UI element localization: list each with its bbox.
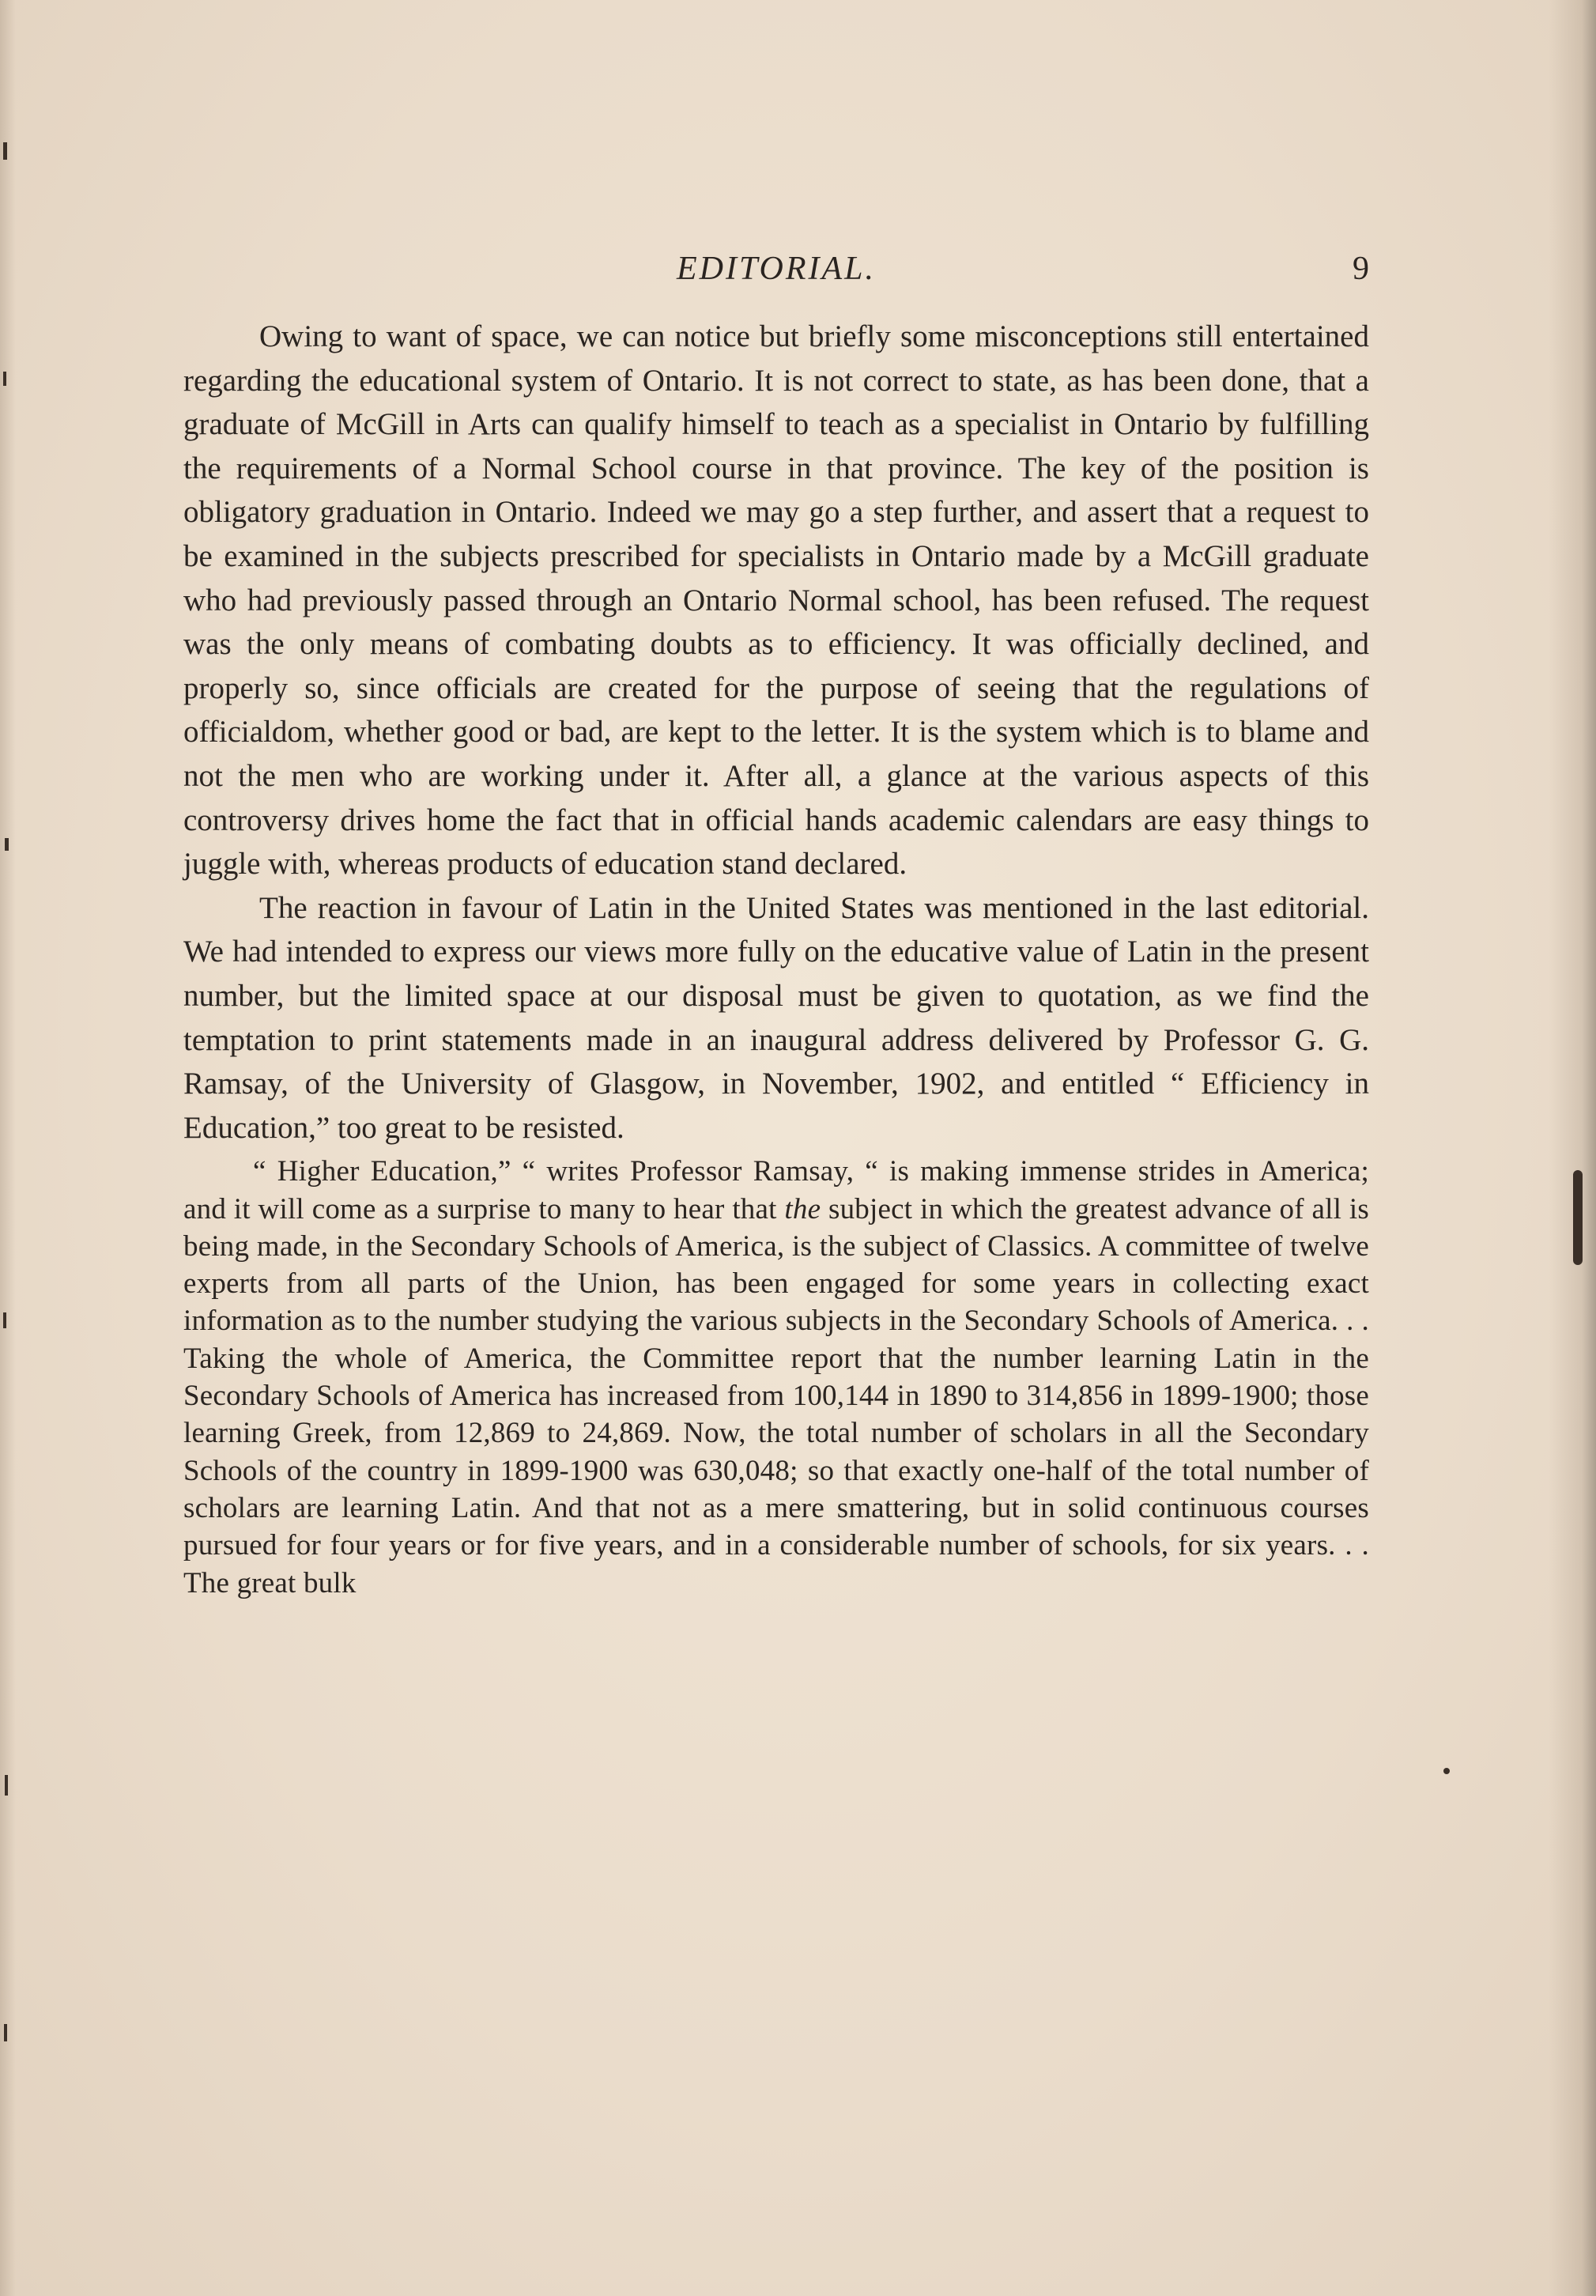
quotation-text: subject in which the greatest advance of all is being made, in the Secondary Schools of America, is the subject of Classics. A committee of twelve experts from all parts of the Union, has been engaged for some years in collecting exact information as to the number studying the various subjects in the Secondary Schools of America. . . Taking the whole of America, the Committee report that the number learning Latin in the Secondary Schools of America has increased from 100,144 in 1890 to 314,856 in 1899-1900; those learning Greek, from 12,869 to 24,869. Now, the total number of scholars in all the Secondary Schools of the country in 1899-1900 was 630,048; so that exactly one-half of the total number of scholars are learning Latin. And that not as a mere smattering, but in solid continuous courses pursued for four years or for five years, and in a considerable number of schools, for six years. . . The great bulk: [183, 1192, 1369, 1599]
quotation-emphasis: the: [784, 1192, 821, 1225]
page-left-edge-shadow: [0, 0, 16, 2296]
quotation-text: “ Higher Education,” “ writes Professor Ramsay, “ is making immense strides in America; and it will come as a surprise to many to hear that: [183, 1155, 1369, 1225]
margin-mark: [4, 2024, 7, 2041]
quotation-paragraph: [183, 1153, 1369, 1602]
paragraph: The reaction in favour of Latin in the United States was mentioned in the last editorial. We had intended to express our views more fully on the educative value of Latin in the present number, but the limited space at our disposal must be given to quotation, as we find the temptation to print statements made in an inaugural address delivered by Professor G. G. Ramsay, of the University of Glasgow, in November, 1902, and entitled “ Efficiency in Education,” too great to be resisted.: [183, 890, 1369, 1145]
margin-mark: [3, 142, 7, 160]
margin-mark: [1443, 1768, 1450, 1774]
margin-mark: [1573, 1170, 1583, 1265]
paragraph: Owing to want of space, we can notice but briefly some misconceptions still entertained regarding the educational system of Ontario. It is not correct to state, as has been done, that a graduate of McGill in Arts can qualify himself to teach as a specialist in Ontario by fulfilling the requirements of a Normal School course in that province. The key of the position is obligatory graduation in Ontario. Indeed we may go a step further, and assert that a request to be examined in the subjects prescribed for specialists in Ontario made by a McGill graduate who had previously passed through an Ontario Normal school, has been refused. The request was the only means of combating doubts as to efficiency. It was officially declined, and properly so, since officials are created for the purpose of seeing that the regulations of officialdom, whether good or bad, are kept to the letter. It is the system which is to blame and not the men who are working under it. After all, a glance at the various aspects of this controversy drives home the fact that in official hands academic calendars are easy things to juggle with, whereas products of education stand declared.: [183, 319, 1369, 882]
margin-mark: [3, 372, 6, 386]
page-number: 9: [1353, 251, 1369, 287]
page-spine-shadow: [1549, 0, 1596, 2296]
body-text: [183, 315, 1369, 1602]
running-head: [183, 245, 1369, 293]
margin-mark: [5, 838, 9, 851]
margin-mark: [5, 1775, 8, 1796]
margin-mark: [3, 1312, 6, 1328]
running-title: EDITORIAL.: [676, 251, 877, 287]
